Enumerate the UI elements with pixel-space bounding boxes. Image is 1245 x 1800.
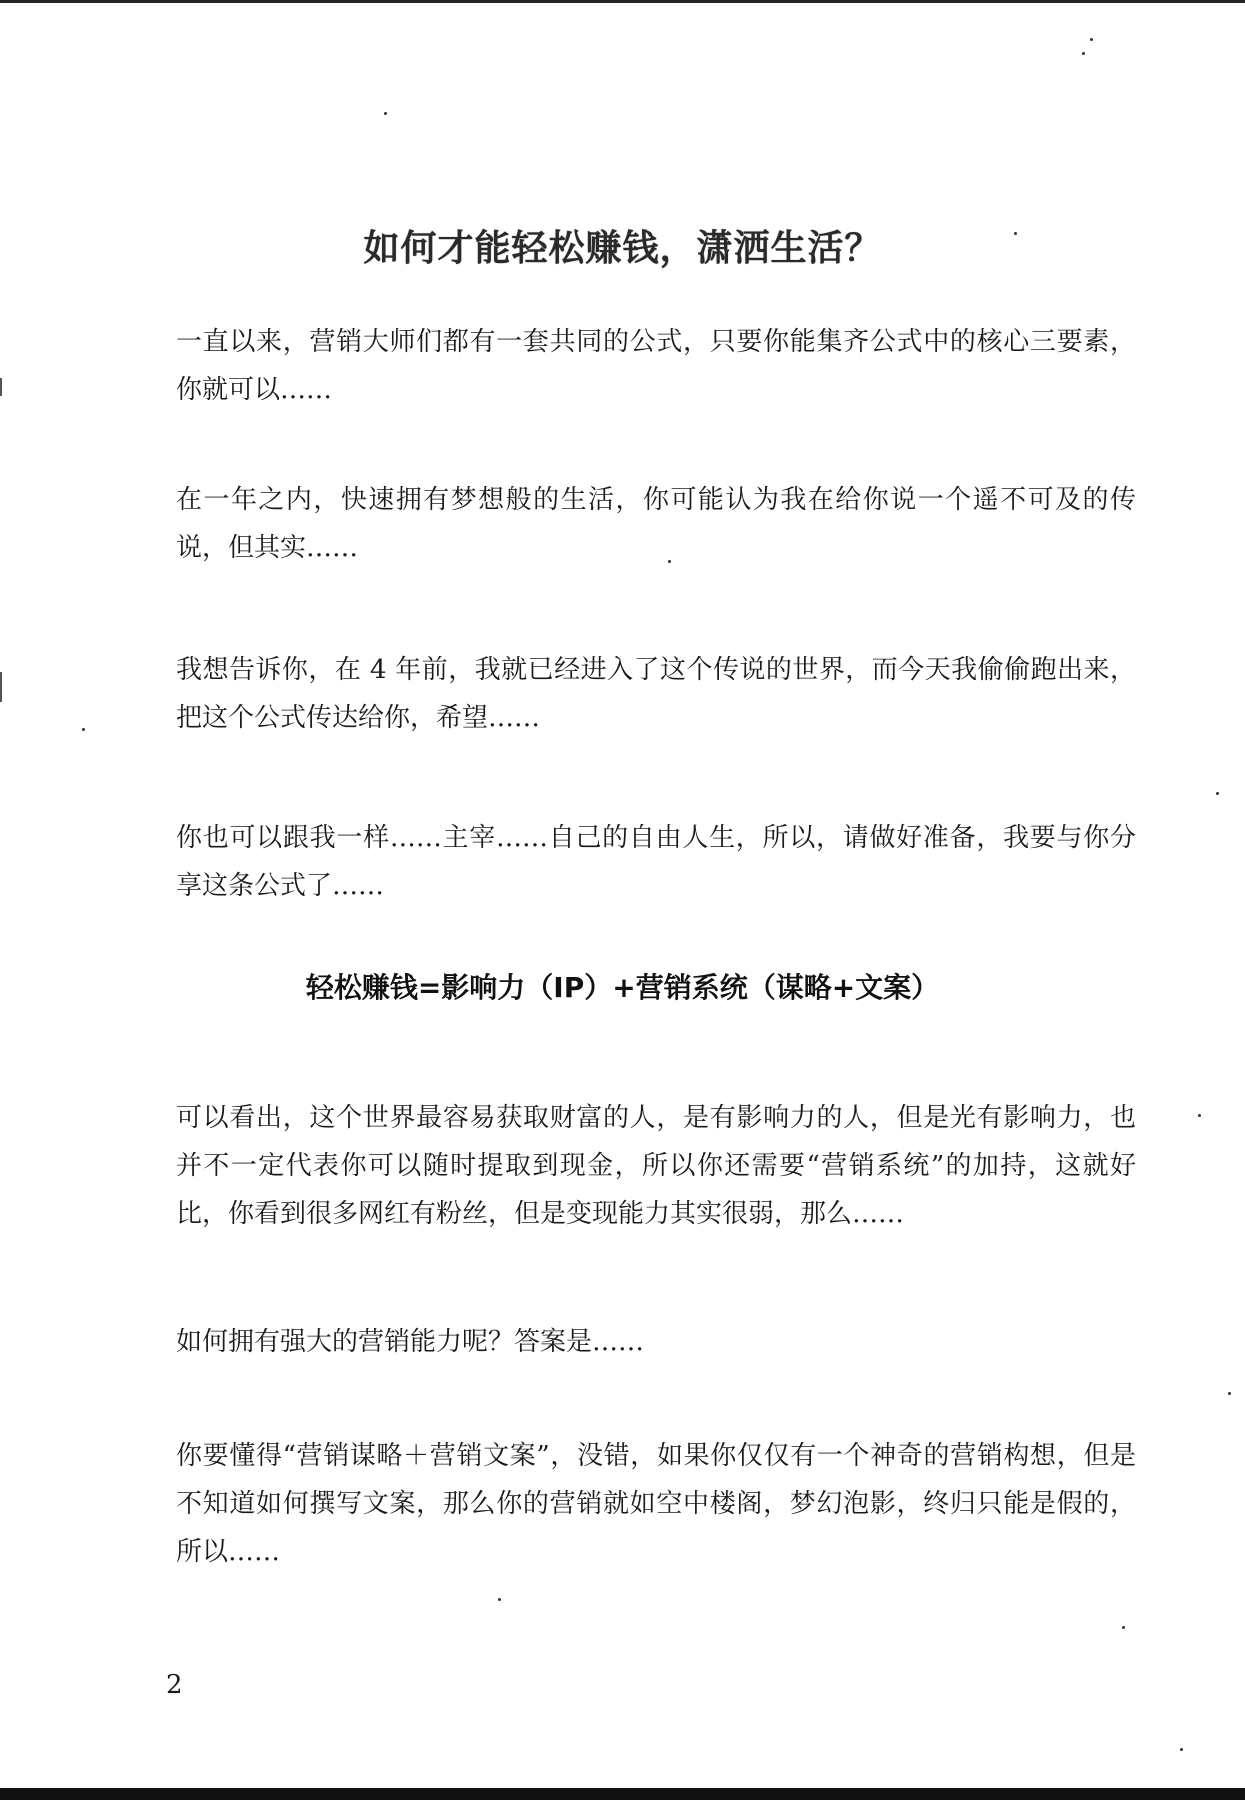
scan-bottom-edge <box>0 1788 1245 1800</box>
scan-speck <box>1122 1626 1125 1629</box>
scan-speck <box>1216 792 1219 795</box>
scan-speck <box>498 1598 501 1601</box>
document-title: 如何才能轻松赚钱，潇洒生活？ <box>363 227 882 270</box>
scan-speck <box>1198 1114 1201 1117</box>
page-number: 2 <box>166 1670 183 1700</box>
scan-speck <box>668 560 671 563</box>
paragraph-1: 一直以来，营销大师们都有一套共同的公式，只要你能集齐公式中的核心三要素，你就可以…… <box>176 327 1136 405</box>
scan-speck <box>82 728 85 731</box>
paragraph-6: 如何拥有强大的营销能力呢？答案是…… <box>176 1327 645 1357</box>
paragraph-4: 你也可以跟我一样……主宰……自己的自由人生，所以，请做好准备，我要与你分享这条公式了…… <box>176 823 1136 901</box>
scan-margin-mark <box>0 672 2 702</box>
formula-heading: 轻松赚钱=影响力（IP）+营销系统（谋略+文案） <box>305 971 940 1004</box>
paragraph-2: 在一年之内，快速拥有梦想般的生活，你可能认为我在给你说一个遥不可及的传说，但其实…… <box>176 485 1136 563</box>
scan-speck <box>1014 232 1017 235</box>
scan-speck <box>1090 38 1093 41</box>
scan-speck <box>384 112 387 115</box>
scan-speck <box>1082 52 1085 55</box>
scan-speck <box>1180 1748 1183 1751</box>
scan-margin-mark <box>0 378 2 396</box>
paragraph-5: 可以看出，这个世界最容易获取财富的人，是有影响力的人，但是光有影响力，也并不一定代表你可以随时提取到现金，所以你还需要“营销系统”的加持，这就好比，你看到很多网红有粉丝，但是变现能力其实很弱，那么…… <box>176 1103 1136 1229</box>
paragraph-7: 你要懂得“营销谋略＋营销文案”，没错，如果你仅仅有一个神奇的营销构想，但是不知道如何撰写文案，那么你的营销就如空中楼阁，梦幻泡影，终归只能是假的，所以…… <box>176 1441 1136 1567</box>
paragraph-3: 我想告诉你，在 4 年前，我就已经进入了这个传说的世界，而今天我偷偷跑出来，把这个公式传达给你，希望…… <box>176 655 1136 733</box>
scan-top-edge <box>0 0 1245 3</box>
scan-speck <box>1228 1392 1231 1395</box>
